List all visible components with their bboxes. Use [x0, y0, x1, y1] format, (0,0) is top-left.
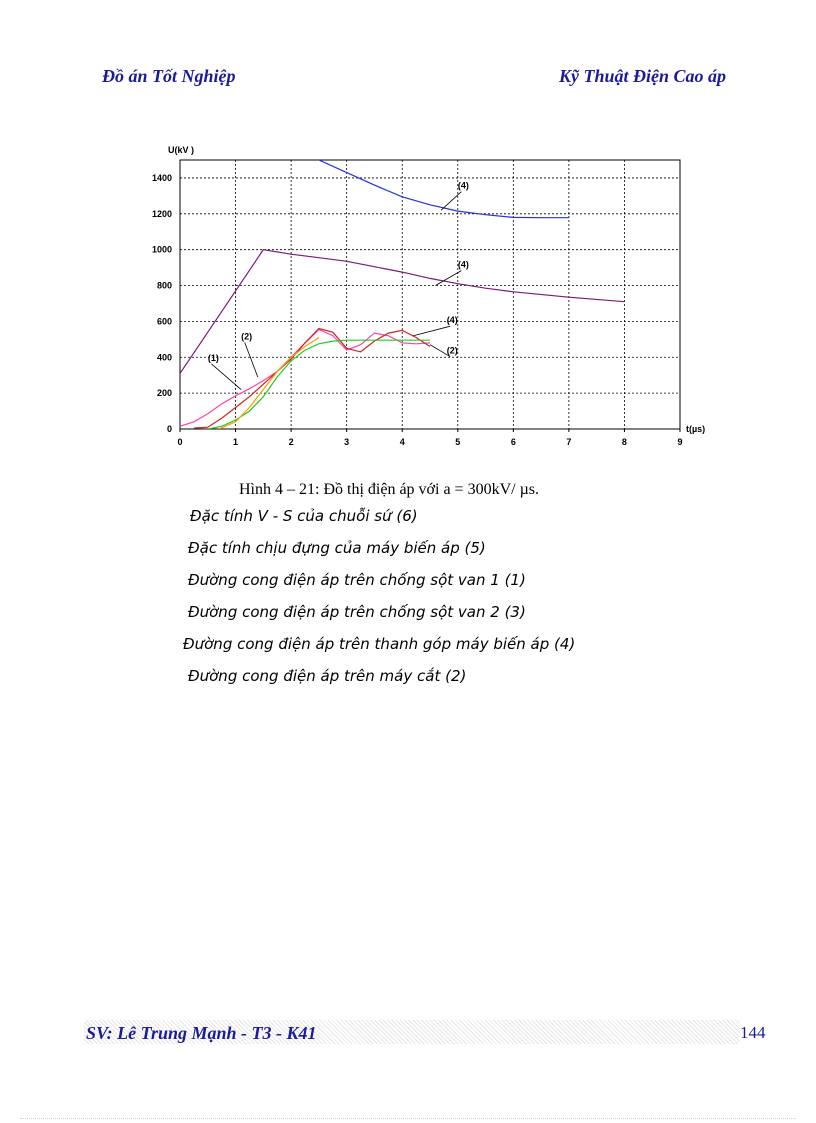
x-tick-label: 1: [233, 437, 239, 447]
x-tick-label: 2: [288, 437, 294, 447]
annotation-leader: [245, 342, 258, 377]
series-line-1: [319, 160, 569, 218]
annotation-leader: [413, 326, 450, 336]
series-line-4: [194, 329, 430, 429]
legend-item: Đặc tính chịu đựng của máy biến áp (5): [188, 539, 486, 557]
annotation-leader: [211, 364, 241, 390]
footer-author: SV: Lê Trung Mạnh - T3 - K41: [86, 1023, 317, 1043]
voltage-chart: [140, 140, 720, 470]
figure-caption: Hình 4 – 21: Đồ thị điện áp với a = 300kV/ µs.: [239, 481, 540, 498]
header-subject-title: Kỹ Thuật Điện Cao áp: [558, 66, 726, 86]
header-document-title: Đồ án Tốt Nghiệp: [102, 66, 236, 86]
x-tick-label: 6: [510, 437, 516, 447]
x-tick-label: 4: [399, 437, 405, 447]
annotation-label: (2): [241, 331, 253, 342]
x-tick-label: 3: [344, 437, 350, 447]
x-tick-label: 7: [566, 437, 572, 447]
plot-frame: [180, 160, 680, 429]
annotation-label: (1): [207, 352, 219, 363]
legend-item: Đường cong điện áp trên máy cắt (2): [188, 667, 467, 685]
annotation-label: (4): [446, 315, 458, 326]
y-tick-label: 1200: [151, 208, 172, 219]
series-line-3: [180, 330, 430, 427]
y-tick-label: 600: [156, 316, 172, 327]
y-tick-label: 200: [156, 388, 172, 399]
x-tick-label: 5: [455, 437, 461, 447]
y-tick-label: 400: [156, 352, 172, 363]
annotation-label: (2): [446, 345, 458, 356]
y-tick-label: 0: [166, 424, 172, 434]
x-axis-label: t(µs): [686, 424, 706, 434]
x-tick-label: 8: [621, 437, 627, 447]
y-tick-label: 800: [156, 280, 172, 291]
y-tick-label: 1400: [151, 172, 172, 183]
annotation-label: (4): [457, 180, 469, 191]
page-divider: [20, 1118, 796, 1119]
page-number: 144: [740, 1023, 766, 1042]
x-tick-label: 0: [177, 437, 183, 447]
legend-item: Đường cong điện áp trên thanh góp máy biến áp (4): [183, 635, 576, 653]
legend-item: Đường cong điện áp trên chống sột van 2 (3): [188, 603, 526, 621]
y-axis-label: U(kV ): [168, 145, 195, 155]
annotation-leader: [441, 192, 461, 211]
legend-item: Đường cong điện áp trên chống sột van 1 (1): [188, 571, 526, 589]
legend-item: Đặc tính V - S của chuỗi sứ (6): [190, 507, 418, 525]
annotation-label: (4): [457, 259, 469, 270]
y-tick-label: 1000: [151, 244, 172, 255]
x-tick-label: 9: [677, 437, 683, 447]
